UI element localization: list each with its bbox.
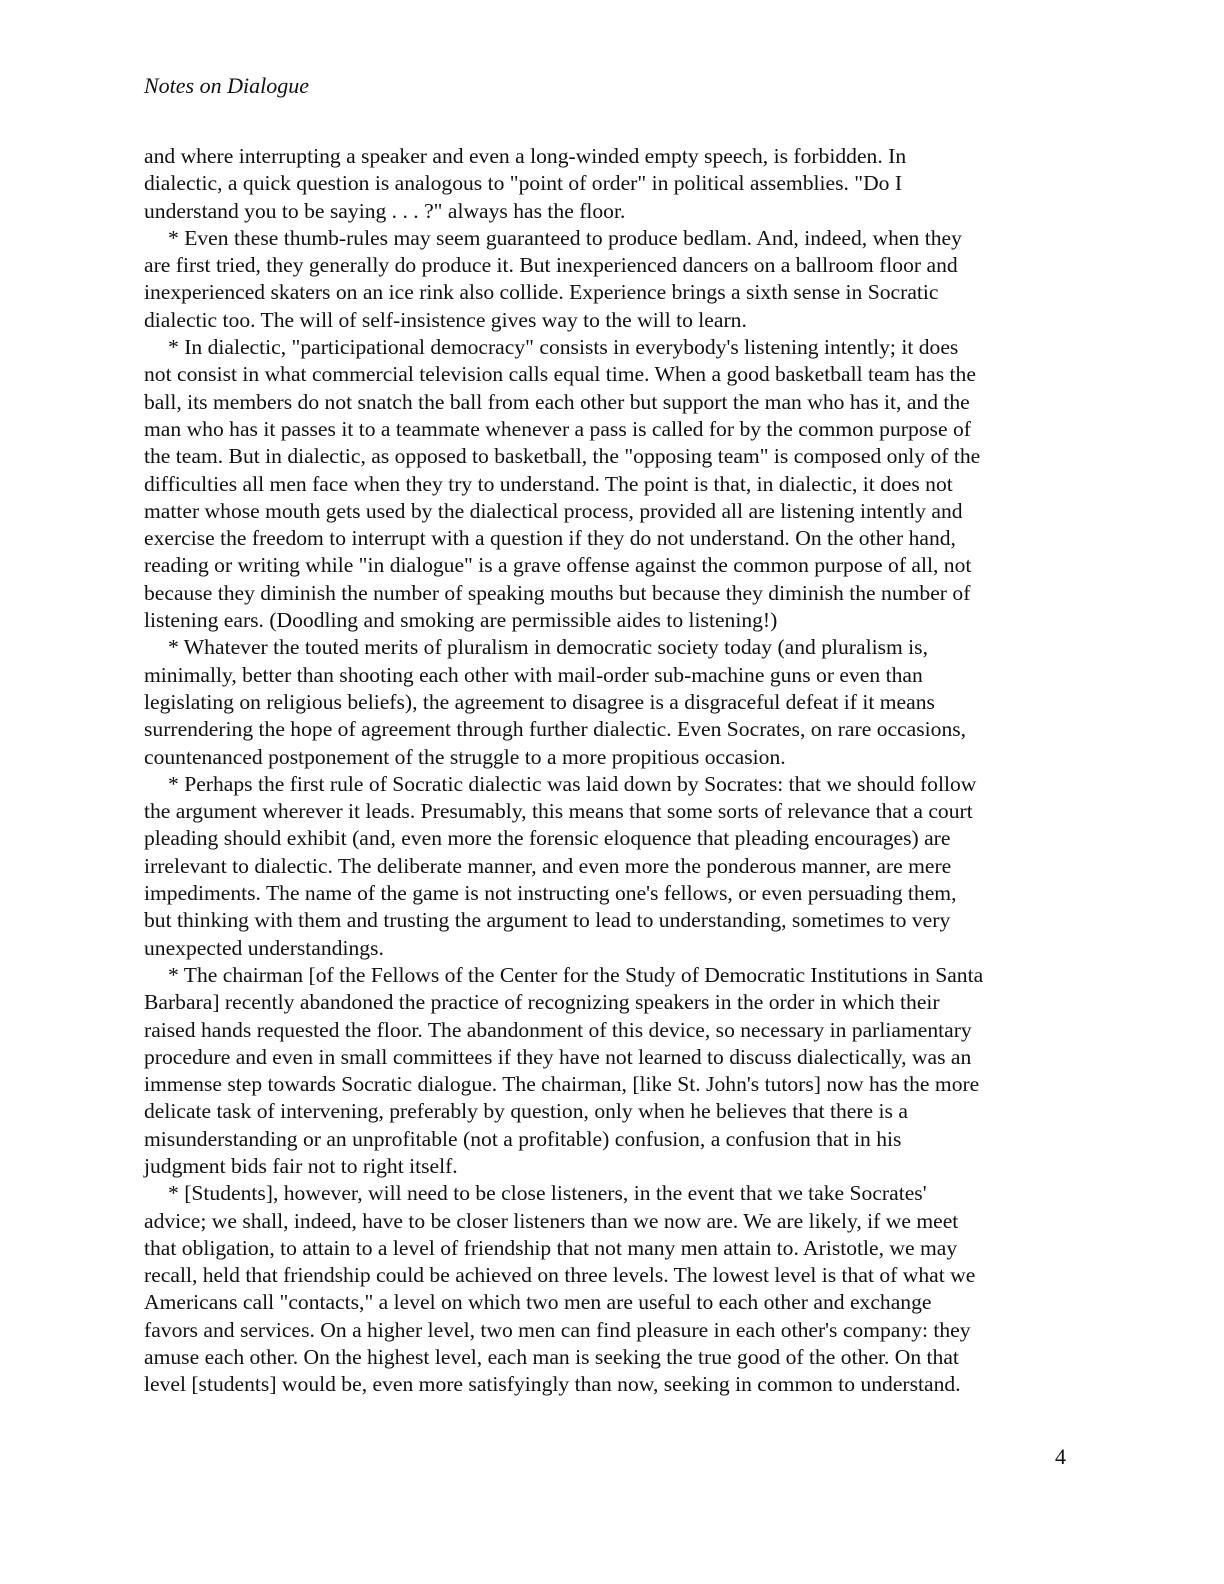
text-line: but thinking with them and trusting the argument to lead to understanding, sometimes to very (144, 908, 951, 933)
text-line: and where interrupting a speaker and even a long-winded empty speech, is forbidden. In (144, 144, 907, 168)
paragraph-first-rule (144, 771, 1084, 962)
text-line: man who has it passes it to a teammate whenever a pass is called for by the common purpose of (144, 416, 971, 441)
paragraph-chairman (144, 962, 1084, 1180)
text-line: not consist in what commercial television calls equal time. When a good basketball team has the (144, 362, 976, 387)
text-line: misunderstanding or an unprofitable (not a profitable) confusion, a confusion that in his (144, 1126, 902, 1151)
text-line: recall, held that friendship could be achieved on three levels. The lowest level is that of what we (144, 1263, 976, 1288)
text-line: the team. But in dialectic, as opposed to basketball, the "opposing team" is composed only of the (144, 444, 981, 469)
text-line: reading or writing while "in dialogue" is a grave offense against the common purpose of all, not (144, 553, 972, 578)
text-line: amuse each other. On the highest level, each man is seeking the true good of the other. On that (144, 1345, 959, 1370)
text-line: unexpected understandings. (144, 935, 384, 960)
text-line: dialectic too. The will of self-insistence gives way to the will to learn. (144, 307, 747, 332)
text-line: countenanced postponement of the struggle to a more propitious occasion. (144, 744, 786, 769)
text-line: immense step towards Socratic dialogue. The chairman, [like St. John's tutors] now has the more (144, 1072, 980, 1097)
text-line: advice; we shall, indeed, have to be closer listeners than we now are. We are likely, if we meet (144, 1208, 959, 1233)
text-line: because they diminish the number of speaking mouths but because they diminish the number of (144, 580, 971, 605)
text-line: surrendering the hope of agreement through further dialectic. Even Socrates, on rare occasions, (144, 717, 967, 742)
text-line: * The chairman [of the Fellows of the Center for the Study of Democratic Institutions in Santa (168, 962, 984, 987)
text-line: procedure and even in small committees if they have not learned to discuss dialectically, was an (144, 1044, 972, 1069)
text-line: the argument wherever it leads. Presumably, this means that some sorts of relevance that a court (144, 799, 973, 824)
text-line: pleading should exhibit (and, even more the forensic eloquence that pleading encourages) are (144, 826, 951, 851)
text-line: inexperienced skaters on an ice rink also collide. Experience brings a sixth sense in Socratic (144, 280, 939, 305)
paragraph-pluralism (144, 634, 1084, 770)
text-line: Americans call "contacts," a level on which two men are useful to each other and exchange (144, 1290, 932, 1315)
text-line: judgment bids fair not to right itself. (144, 1153, 458, 1178)
text-line: * In dialectic, "participational democracy" consists in everybody's listening intently; it does (168, 335, 959, 360)
text-line: * Even these thumb-rules may seem guaranteed to produce bedlam. And, indeed, when they (168, 225, 962, 250)
text-line: impediments. The name of the game is not instructing one's fellows, or even persuading them, (144, 881, 957, 906)
text-line: listening ears. (Doodling and smoking are permissible aides to listening!) (144, 608, 778, 633)
text-line: minimally, better than shooting each other with mail-order sub-machine guns or even than (144, 662, 923, 687)
text-line: delicate task of intervening, preferably by question, only when he believes that there is a (144, 1099, 908, 1124)
text-line: that obligation, to attain to a level of friendship that not many men attain to. Aristotle, we may (144, 1235, 958, 1260)
page-number: 4 (1055, 1444, 1066, 1469)
text-line: understand you to be saying . . . ?" always has the floor. (144, 198, 626, 223)
text-line: Barbara] recently abandoned the practice of recognizing speakers in the order in which their (144, 990, 940, 1015)
text-line: * Whatever the touted merits of pluralism in democratic society today (and pluralism is, (168, 635, 928, 660)
text-line: level [students] would be, even more satisfyingly than now, seeking in common to understand. (144, 1372, 961, 1397)
text-line: favors and services. On a higher level, two men can find pleasure in each other's company: they (144, 1317, 971, 1342)
text-line: legislating on religious beliefs), the agreement to disagree is a disgraceful defeat if it means (144, 689, 935, 714)
text-line: exercise the freedom to interrupt with a question if they do not understand. On the other hand, (144, 526, 956, 551)
text-line: irrelevant to dialectic. The deliberate manner, and even more the ponderous manner, are mere (144, 853, 952, 878)
text-line: matter whose mouth gets used by the dialectical process, provided all are listening intently and (144, 498, 963, 523)
paragraph-participational-democracy (144, 334, 1084, 634)
text-line: ball, its members do not snatch the ball from each other but support the man who has it, and the (144, 389, 970, 414)
paragraph-continuation (144, 143, 1084, 225)
text-line: * Perhaps the first rule of Socratic dialectic was laid down by Socrates: that we should follow (168, 771, 977, 796)
paragraph-thumb-rules (144, 225, 1084, 334)
text-line: dialectic, a quick question is analogous to "point of order" in political assemblies. "Do I (144, 171, 903, 196)
text-line: are first tried, they generally do produce it. But inexperienced dancers on a ballroom floor and (144, 253, 958, 278)
paragraph-students (144, 1180, 1084, 1398)
running-header-title: Notes on Dialogue (144, 73, 309, 98)
text-line: raised hands requested the floor. The abandonment of this device, so necessary in parliamentary (144, 1017, 972, 1042)
text-line: * [Students], however, will need to be close listeners, in the event that we take Socrates' (168, 1181, 927, 1206)
text-line: difficulties all men face when they try to understand. The point is that, in dialectic, it does not (144, 471, 953, 496)
body-text (144, 143, 1084, 1399)
